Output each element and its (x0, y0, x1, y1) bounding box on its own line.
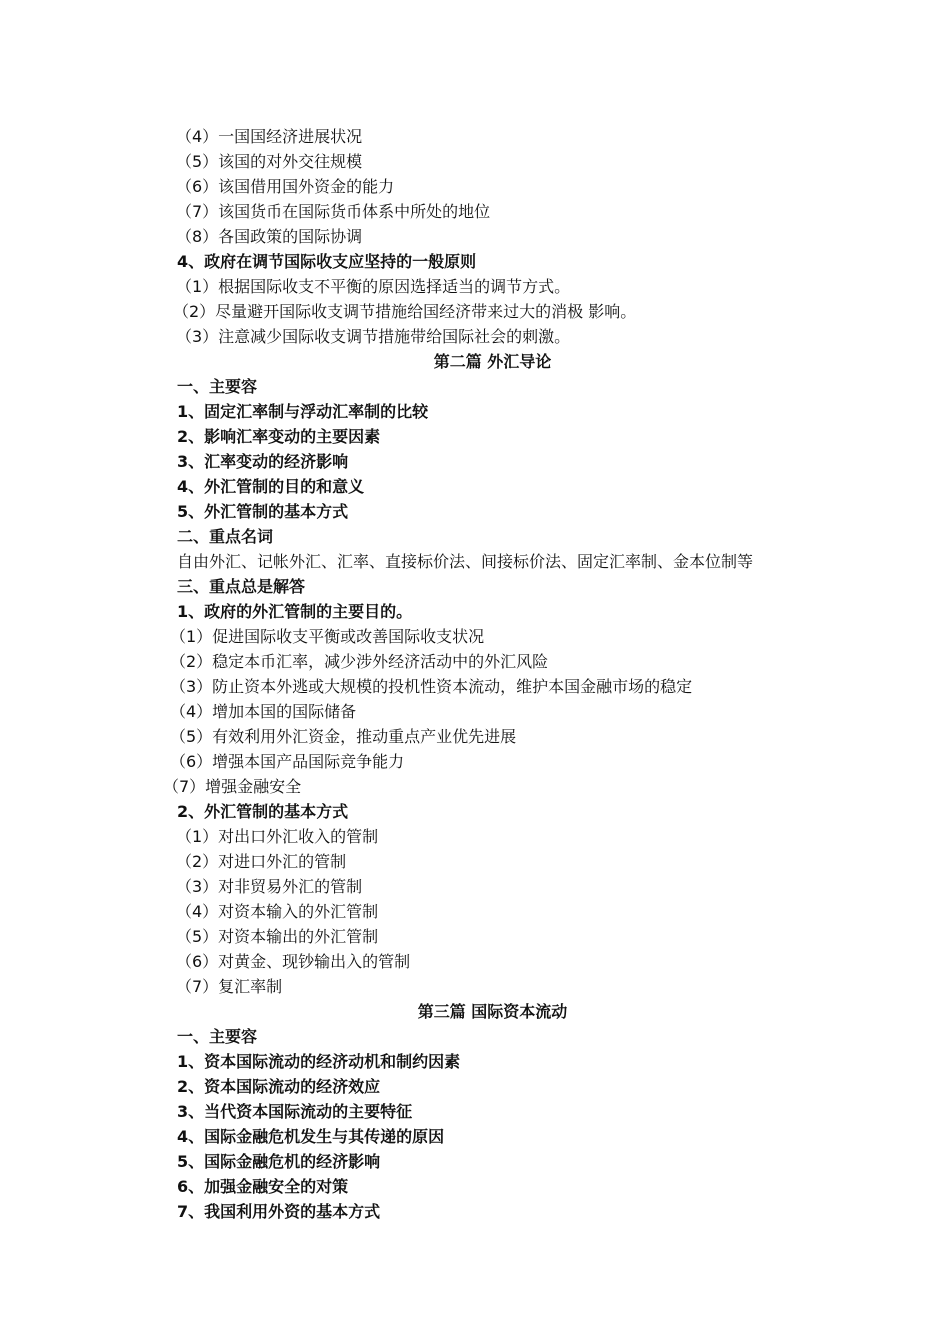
section-heading: 3、当代资本国际流动的主要特征 (177, 1102, 413, 1121)
section-heading: 7、我国利用外资的基本方式 (177, 1202, 381, 1221)
list-item: （8）各国政策的国际协调 (176, 227, 363, 246)
list-item: （7）该国货币在国际货币体系中所处的地位 (176, 202, 491, 221)
section-heading: 3、汇率变动的经济影响 (177, 452, 349, 471)
list-item: （4）对资本输入的外汇管制 (176, 902, 379, 921)
section-heading: 5、外汇管制的基本方式 (177, 502, 349, 521)
section-heading: 2、外汇管制的基本方式 (177, 802, 349, 821)
list-item: （2）对进口外汇的管制 (176, 852, 347, 871)
chapter-title: 第三篇 国际资本流动 (417, 1002, 568, 1021)
section-heading: 2、影响汇率变动的主要因素 (177, 427, 381, 446)
list-item: （3）防止资本外逃或大规模的投机性资本流动，维护本国金融市场的稳定 (170, 677, 693, 696)
section-heading: 二、重点名词 (177, 527, 274, 546)
list-item: （6）该国借用国外资金的能力 (176, 177, 395, 196)
section-heading: 2、资本国际流动的经济效应 (177, 1077, 381, 1096)
list-item: （6）对黄金、现钞输出入的管制 (176, 952, 411, 971)
list-item: （3）对非贸易外汇的管制 (176, 877, 363, 896)
section-heading: 一、主要容 (177, 1027, 258, 1046)
list-item: （1）对出口外汇收入的管制 (176, 827, 379, 846)
list-item: （5）该国的对外交往规模 (176, 152, 363, 171)
section-heading: 一、主要容 (177, 377, 258, 396)
list-item: （6）增强本国产品国际竞争能力 (170, 752, 405, 771)
list-item: （2）稳定本币汇率，减少涉外经济活动中的外汇风险 (170, 652, 549, 671)
list-item: （7）复汇率制 (176, 977, 283, 996)
section-heading: 1、政府的外汇管制的主要目的。 (177, 602, 413, 621)
section-heading: 4、外汇管制的目的和意义 (177, 477, 365, 496)
list-item: （1）促进国际收支平衡或改善国际收支状况 (170, 627, 485, 646)
list-item: （4）一国国经济进展状况 (176, 127, 363, 146)
section-heading: 1、资本国际流动的经济动机和制约因素 (177, 1052, 461, 1071)
list-item: （7）增强金融安全 (163, 777, 302, 796)
list-item: （5）有效利用外汇资金，推动重点产业优先进展 (170, 727, 517, 746)
section-heading: 4、国际金融危机发生与其传递的原因 (177, 1127, 445, 1146)
section-heading: 1、固定汇率制与浮动汇率制的比较 (177, 402, 429, 421)
section-heading: 4、政府在调节国际收支应坚持的一般原则 (177, 252, 477, 271)
list-item: （5）对资本输出的外汇管制 (176, 927, 379, 946)
section-heading: 6、加强金融安全的对策 (177, 1177, 349, 1196)
list-item: （2）尽量避开国际收支调节措施给国经济带来过大的消极 影响。 (173, 302, 637, 321)
list-item: （1）根据国际收支不平衡的原因选择适当的调节方式。 (176, 277, 571, 296)
section-heading: 三、重点总是解答 (177, 577, 306, 596)
section-heading: 5、国际金融危机的经济影响 (177, 1152, 381, 1171)
paragraph: 自由外汇、记帐外汇、汇率、直接标价法、间接标价法、固定汇率制、金本位制等 (177, 552, 754, 571)
chapter-title: 第二篇 外汇导论 (433, 352, 552, 371)
list-item: （3）注意减少国际收支调节措施带给国际社会的刺激。 (176, 327, 571, 346)
list-item: （4）增加本国的国际储备 (170, 702, 357, 721)
